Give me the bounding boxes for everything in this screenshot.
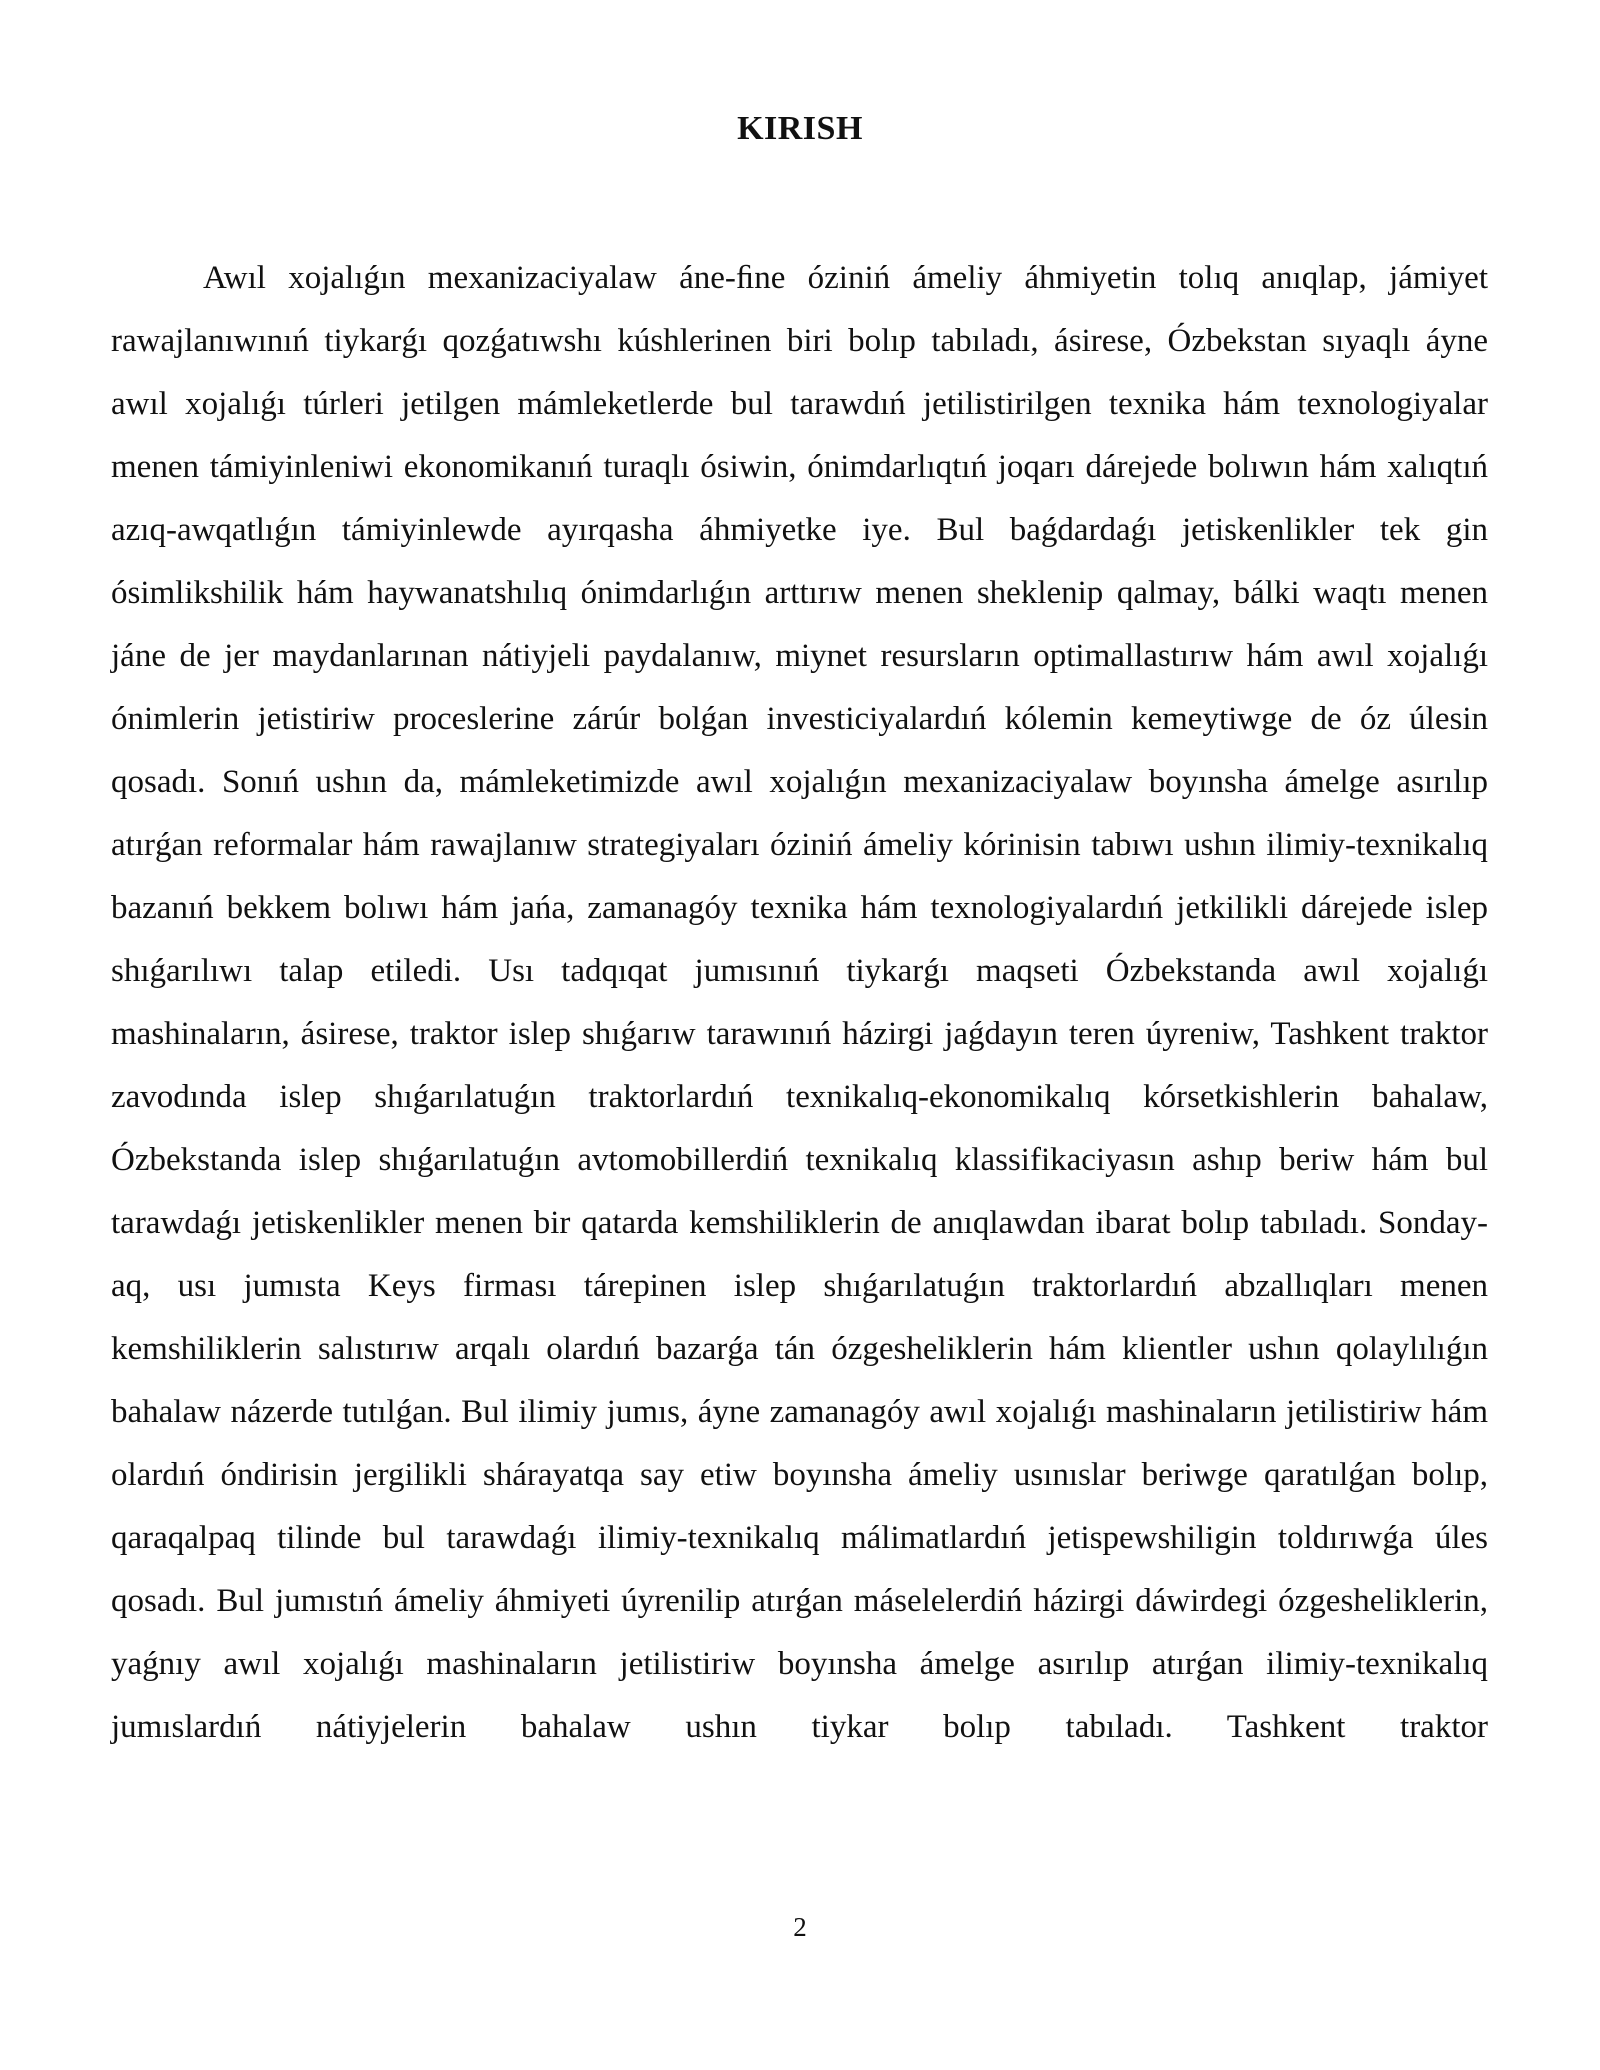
body-paragraph: Awıl xojalıǵın mexanizaciyalaw áne-ﬁne óziniń ámeliy áhmiyetin tolıq anıqlap, jámiyet rawajlanıwınıń tiykarǵı qozǵatıwshı kúshlerinen biri bolıp tabıladı, ásirese, Ózbekstan sıyaqlı áyne awıl xojalıǵı túrleri jetilgen mámleketlerde bul tarawdıń jetilistirilgen texnika hám texnologiyalar menen támiyinleniwi ekonomikanıń turaqlı ósiwin, ónimdarlıqtıń joqarı dárejede bolıwın hám xalıqtıń azıq-awqatlıǵın támiyinlewde ayırqasha áhmiyetke iye. Bul baǵdardaǵı jetiskenlikler tek gin ósimlikshilik hám haywanatshılıq ónimdarlıǵın arttırıw menen sheklenip qalmay, bálki waqtı menen jáne de jer maydanlarınan nátiyjeli paydalanıw, miynet resursların optimallastırıw hám awıl xojalıǵı ónimlerin jetistiriw proceslerine zárúr bolǵan investiciyalardıń kólemin kemeytiwge de óz úlesin qosadı. Sonıń ushın da, mámleketimizde awıl xojalıǵın mexanizaciyalaw boyınsha ámelge asırılıp atırǵan reformalar hám rawajlanıw strategiyaları óziniń ámeliy kórinisin tabıwı ushın ilimiy-texnikalıq bazanıń bekkem bolıwı hám jańa, zamanagóy texnika hám texnologiyalardıń jetkilikli dárejede islep shıǵarılıwı talap etiledi. Usı tadqıqat jumısınıń tiykarǵı maqseti Ózbekstanda awıl xojalıǵı mashinaların, ásirese, traktor islep shıǵarıw tarawınıń házirgi jaǵdayın teren úyreniw, Tashkent traktor zavodında islep shıǵarılatuǵın traktorlardıń texnikalıq-ekonomikalıq kórsetkishlerin bahalaw, Ózbekstanda islep shıǵarılatuǵın avtomobillerdiń texnikalıq klassifikaciyasın ashıp beriw hám bul tarawdaǵı jetiskenlikler menen bir qatarda kemshiliklerin de anıqlawdan ibarat bolıp tabıladı. Sonday-aq, usı jumısta Keys firması tárepinen islep shıǵarılatuǵın traktorlardıń abzallıqları menen kemshiliklerin salıstırıw arqalı olardıń bazarǵa tán ózgesheliklerin hám klientler ushın qolaylılıǵın bahalaw názerde tutılǵan. Bul ilimiy jumıs, áyne zamanagóy awıl xojalıǵı mashinaların jetilistiriw hám olardıń óndirisin jergilikli shárayatqa say etiw boyınsha ámeliy usınıslar beriwge qaratılǵan bolıp, qaraqalpaq tilinde bul tarawdaǵı ilimiy-texnikalıq málimatlardıń jetispewshiligin toldırıwǵa úles qosadı. Bul jumıstıń ámeliy áhmiyeti úyrenilip atırǵan máselelerdiń házirgi dáwirdegi ózgesheliklerin, yaǵnıy awıl xojalıǵı mashinaların jetilistiriw boyınsha ámelge asırılıp atırǵan ilimiy-texnikalıq jumıslardıń nátiyjelerin bahalaw ushın tiykar bolıp tabıladı. Tashkent traktor [111,260,1488,1745]
section-heading: KIRISH [737,110,863,147]
page-number: 2 [793,1912,807,1942]
